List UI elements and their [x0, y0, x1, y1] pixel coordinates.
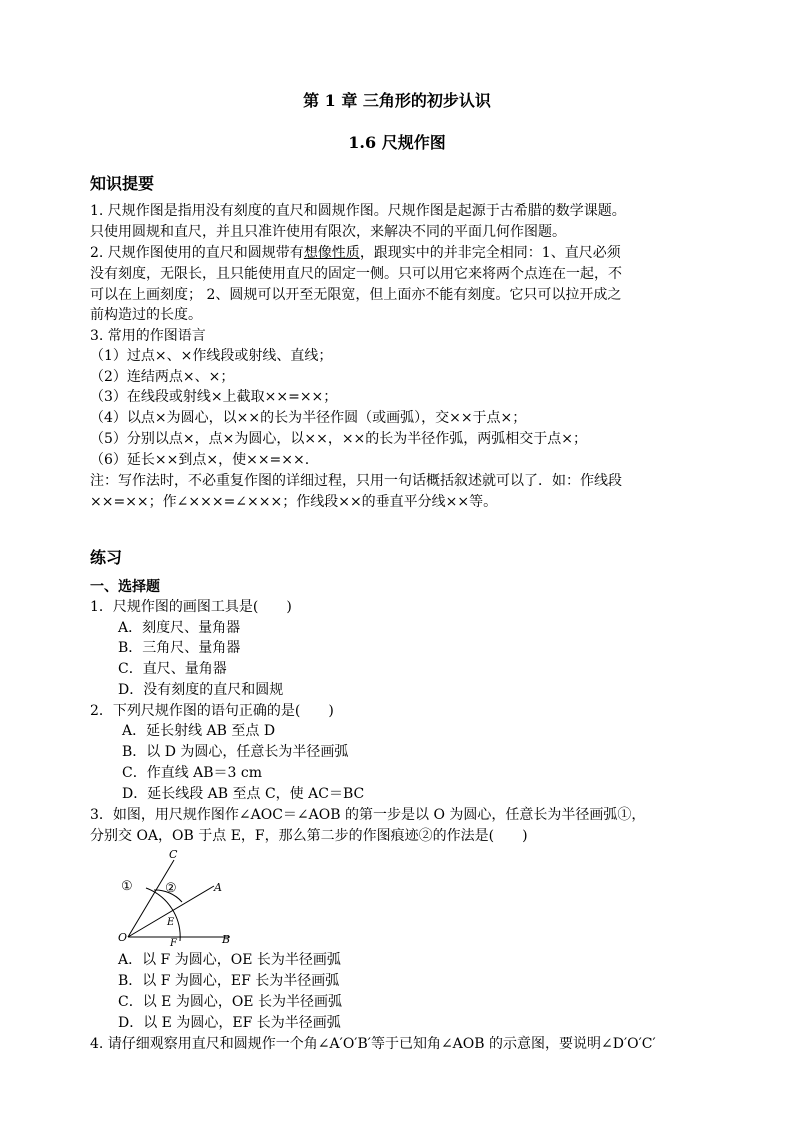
- q3-option-b: B．以 F 为圆心，EF 长为半径画弧: [118, 973, 340, 989]
- chapter-title: 第 1 章 三角形的初步认识: [303, 91, 491, 110]
- q3-option-c: C．以 E 为圆心，OE 长为半径画弧: [118, 994, 342, 1010]
- q1-option-b: B．三角尺、量角器: [118, 640, 241, 656]
- label-arc-1: ①: [121, 879, 133, 894]
- knowledge-p2-line4: 前构造过的长度。: [90, 307, 202, 323]
- q3-figure: [118, 845, 243, 950]
- knowledge-p2-line1: [90, 243, 621, 263]
- knowledge-heading: 知识提要: [90, 174, 155, 193]
- list-item: （5）分别以点×，点×为圆心，以××，××的长为半径作弧，两弧相交于点×；: [90, 431, 588, 447]
- q3-stem-line2: 分别交 OA，OB 于点 E，F，那么第二步的作图痕迹②的作法是( ): [90, 828, 528, 844]
- p2-underlined-term: 想像性质: [303, 245, 360, 261]
- note-line2: ××=××；作∠×××=∠×××；作线段××的垂直平分线××等。: [90, 494, 498, 510]
- p2-text-post: ，跟现实中的并非完全相同：1、直尺必须: [359, 245, 621, 261]
- practice-heading: 练习: [90, 548, 123, 567]
- list-item: （3）在线段或射线×上截取××=××；: [90, 389, 338, 405]
- label-o: O: [118, 931, 128, 944]
- knowledge-p3: 3. 常用的作图语言: [90, 328, 206, 344]
- section-title: 1.6 尺规作图: [348, 133, 446, 152]
- q2-option-d: D．延长线段 AB 至点 C，使 AC＝BC: [122, 786, 365, 802]
- knowledge-p1-line1: 1. 尺规作图是指用没有刻度的直尺和圆规作图。尺规作图是起源于古希腊的数学课题。: [90, 203, 626, 219]
- section-choice-heading: 一、选择题: [90, 579, 160, 595]
- label-arc-2: ②: [165, 881, 177, 896]
- knowledge-p2-line2: 没有刻度，无限长，且只能使用直尺的固定一侧。只可以用它来将两个点连在一起，不: [90, 266, 622, 282]
- list-item: （2）连结两点×、×；: [90, 369, 235, 385]
- q1-option-a: A．刻度尺、量角器: [118, 620, 241, 636]
- q2-option-c: C．作直线 AB＝3 cm: [122, 765, 263, 781]
- q2-stem: 2．下列尺规作图的语句正确的是( ): [90, 703, 334, 719]
- q3-stem-line1: 3．如图，用尺规作图作∠AOC＝∠AOB 的第一步是以 O 为圆心，任意长为半径画弧①，: [90, 807, 646, 823]
- knowledge-p2-line3: 可以在上画刻度； 2、圆规可以开至无限宽，但上面亦不能有刻度。它只可以拉开成之: [90, 287, 622, 303]
- label-c: C: [169, 848, 178, 861]
- label-b: B: [222, 933, 231, 946]
- list-item: （1）过点×、×作线段或射线、直线；: [90, 348, 333, 364]
- p2-text-pre: 2. 尺规作图使用的直尺和圆规带有: [90, 245, 304, 261]
- label-a: A: [214, 881, 222, 894]
- q2-option-a: A．延长射线 AB 至点 D: [122, 723, 276, 739]
- label-e: E: [167, 917, 175, 928]
- q1-option-c: C．直尺、量角器: [118, 661, 227, 677]
- knowledge-p1-line2: 只使用圆规和直尺，并且只准许使用有限次，来解决不同的平面几何作图题。: [90, 224, 566, 240]
- q4-stem-line1: 4. 请仔细观察用直尺和圆规作一个角∠A′O′B′等于已知角∠AOB 的示意图，要说明∠D′O′C′: [90, 1036, 656, 1052]
- q3-option-d: D．以 E 为圆心，EF 长为半径画弧: [118, 1015, 341, 1031]
- list-item: （6）延长××到点×，使××=××.: [90, 452, 310, 468]
- label-f: F: [170, 938, 177, 949]
- note-line1: 注：写作法时，不必重复作图的详细过程，只用一句话概括叙述就可以了．如：作线段: [90, 473, 622, 489]
- list-item: （4）以点×为圆心，以××的长为半径作圆（或画弧），交××于点×；: [90, 410, 527, 426]
- q3-option-a: A．以 F 为圆心，OE 长为半径画弧: [118, 952, 341, 968]
- q1-stem: 1．尺规作图的画图工具是( ): [90, 599, 292, 615]
- q1-option-d: D．没有刻度的直尺和圆规: [118, 682, 284, 698]
- q2-option-b: B．以 D 为圆心，任意长为半径画弧: [122, 744, 349, 760]
